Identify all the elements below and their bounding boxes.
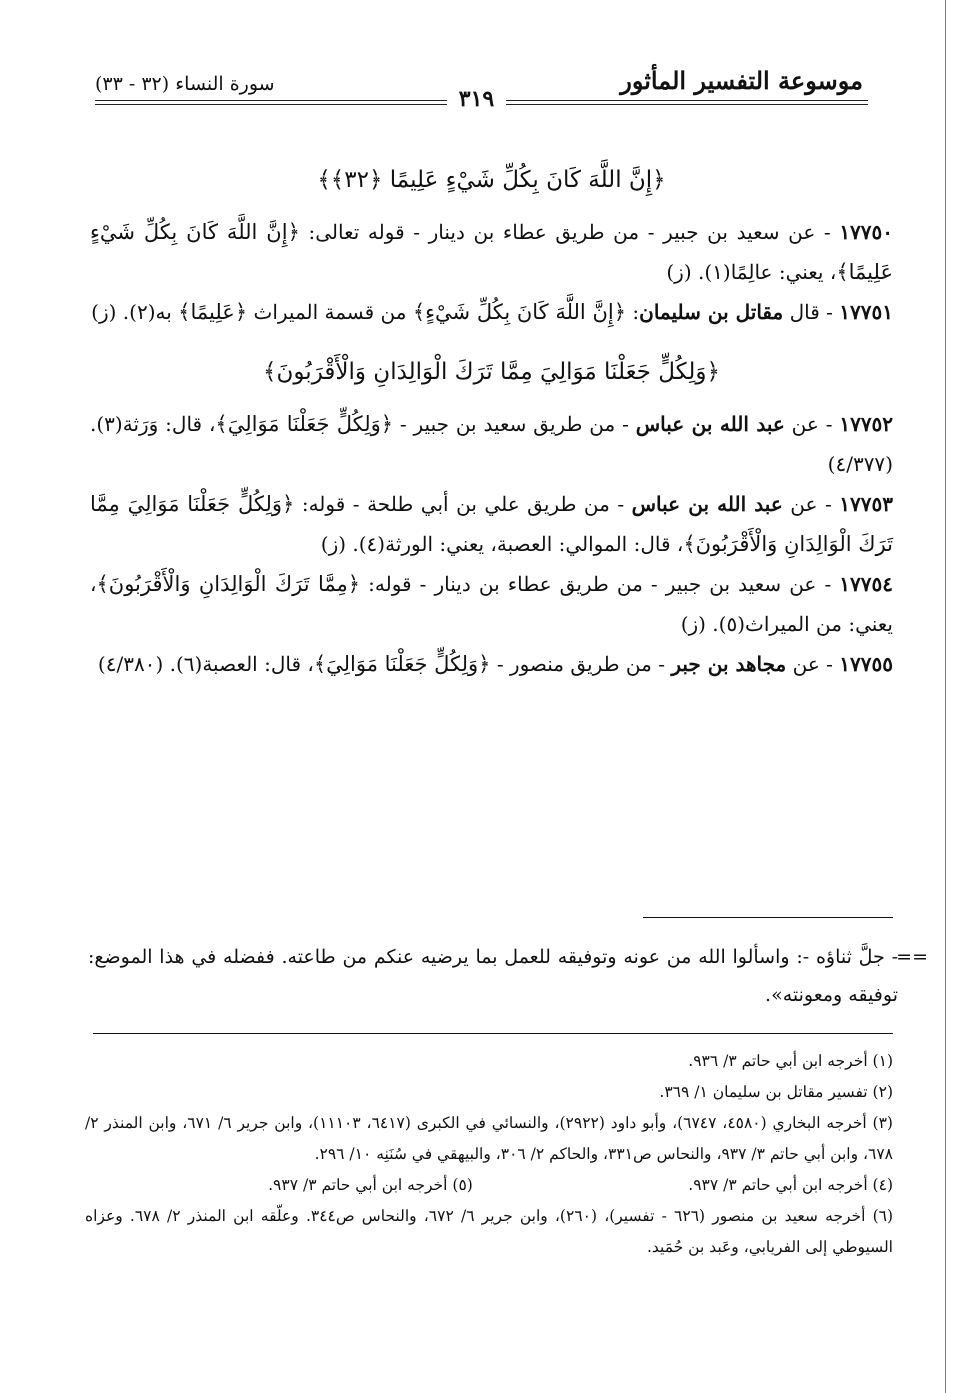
- narration-rest: ، يعني: من الميراث(٥). (ز): [90, 572, 893, 636]
- narration-rest: ، قال: العصبة(٦). (٤/٣٨٠): [97, 652, 314, 676]
- dash: -: [825, 412, 833, 436]
- footnote: (٦) أخرجه سعيد بن منصور (٦٢٦ - تفسير)، (٢٦٠)، وابن جرير ٦/ ٦٧٢، والنحاس ص٣٤٤. وعلّقه ابن المنذر ٢/ ٦٧٨. وعزاه السيوطي إلى الفريابي، وعَبد بن حُمَيد.: [85, 1207, 894, 1256]
- footnote: (٥) أخرجه ابن أبي حاتم ٣/ ٩٣٧.: [268, 1176, 473, 1194]
- continued-note: [88, 938, 928, 1014]
- narration-text: - من طريق سعيد بن جبير -: [399, 412, 629, 436]
- dash: -: [825, 492, 832, 516]
- narration-prefix: قال: [789, 300, 820, 324]
- narration-text: - من طريق منصور -: [496, 652, 665, 676]
- narration-text: عن سعيد بن جبير - من طريق عطاء بن دينار - قوله تعالى:: [308, 220, 816, 244]
- dash: -: [824, 572, 832, 596]
- page-number-wrap: [0, 86, 953, 112]
- page-number: ٣١٩: [447, 86, 506, 112]
- narrator-name: مقاتل بن سليمان: [639, 300, 784, 324]
- verse-heading: ﴿إِنَّ اللَّهَ كَانَ بِكُلِّ شَيْءٍ عَلِيمًا ﴿٣٢﴾﴾: [317, 167, 666, 193]
- footnote-row: [85, 1170, 893, 1201]
- footnote: (٢) تفسير مقاتل بن سليمان ١/ ٣٦٩.: [659, 1083, 893, 1101]
- narrator-name: عبد الله بن عباس: [631, 492, 783, 516]
- main-text: [90, 152, 893, 684]
- narration-entry: [90, 564, 893, 644]
- narration-number: ١٧٧٥٤: [839, 572, 893, 596]
- narrator-name: عبد الله بن عباس: [635, 412, 785, 436]
- an-word: عن: [792, 652, 820, 676]
- quran-quote: ﴿مِمَّا تَرَكَ الْوَالِدَانِ وَالْأَقْرَبُونَ﴾: [96, 572, 361, 596]
- quran-quote: ﴿وَلِكُلٍّ جَعَلْنَا مَوَالِيَ﴾: [215, 412, 394, 436]
- page-edge: [945, 0, 946, 1393]
- narration-number: ١٧٧٥٢: [839, 412, 894, 436]
- narration-text: - من طريق علي بن أبي طلحة - قوله:: [301, 492, 625, 516]
- quran-quote: ﴿إِنَّ اللَّهَ كَانَ بِكُلِّ شَيْءٍ﴾: [412, 300, 627, 324]
- book-title: موسوعة التفسير المأثور: [620, 66, 863, 95]
- narration-number: ١٧٧٥١: [839, 300, 893, 324]
- narration-rest: ، يعني: عالِمًا(١). (ز): [666, 260, 837, 284]
- narration-rest: ، قال: الموالي: العصبة، يعني: الورثة(٤). (ز): [320, 532, 684, 556]
- an-word: عن: [790, 492, 818, 516]
- an-word: عن: [791, 412, 819, 436]
- dash: -: [826, 300, 833, 324]
- narration-entry: [90, 484, 893, 564]
- section-divider: [643, 917, 893, 918]
- narration-number: ١٧٧٥٠: [839, 220, 894, 244]
- footnotes: [85, 1046, 893, 1263]
- narration-rest: به(٢). (ز): [91, 300, 172, 324]
- dash: -: [826, 652, 833, 676]
- quran-quote: ﴿وَلِكُلٍّ جَعَلْنَا مَوَالِيَ مِمَّا تَرَكَ الْوَالِدَانِ وَالْأَقْرَبُونَ﴾: [90, 492, 893, 556]
- narration-rest: من قسمة الميراث: [253, 300, 407, 324]
- quran-quote: ﴿وَلِكُلٍّ جَعَلْنَا مَوَالِيَ﴾: [313, 652, 491, 676]
- narration-entry: [90, 404, 893, 484]
- narration-entry: [90, 212, 893, 292]
- verse-heading: ﴿وَلِكُلٍّ جَعَلْنَا مَوَالِيَ مِمَّا تَرَكَ الْوَالِدَانِ وَالْأَقْرَبُونَ﴾: [263, 359, 720, 385]
- footnote: (١) أخرجه ابن أبي حاتم ٣/ ٩٣٦.: [688, 1052, 893, 1070]
- narration-number: ١٧٧٥٣: [839, 492, 894, 516]
- spacer: [90, 332, 893, 344]
- continued-note-text: - جلَّ ثناؤه -: واسألوا الله من عونه وتوفيقه للعمل بما يرضيه عنكم من طاعته. ففضله في هذا الموضع: توفيقه ومعونته».: [88, 946, 898, 1006]
- narrator-name: مجاهد بن جبر: [671, 652, 787, 676]
- footnote: (٣) أخرجه البخاري (٤٥٨٠، ٦٧٤٧)، وأبو داود (٢٩٢٢)، والنسائي في الكبرى (٦٤١٧، ١١١٠٣)، وابن جرير ٦/ ٦٧١، وابن المنذر ٢/ ٦٧٨، وابن أبي حاتم ٣/ ٩٣٧، والنحاس ص٣٣١، والحاكم ٢/ ٣٠٦، والبيهقي في سُنَنِه ١٠/ ٢٩٦.: [85, 1114, 893, 1163]
- narration-entry: ١٧٧٥١ - قال مقاتل بن سليمان: ﴿إِنَّ اللَّهَ كَانَ بِكُلِّ شَيْءٍ﴾ من قسمة الميراث ﴿عَلِيمًا﴾ به(٢). (ز): [91, 300, 893, 324]
- dash: -: [823, 220, 831, 244]
- narration-number: ١٧٧٥٥: [839, 652, 893, 676]
- continuation-mark: ==: [896, 946, 928, 968]
- surah-title: سورة النساء (٣٢ - ٣٣): [95, 73, 275, 95]
- quran-quote: ﴿عَلِيمًا﴾: [178, 300, 248, 324]
- narration-text: عن سعيد بن جبير - من طريق عطاء بن دينار - قوله:: [368, 572, 817, 596]
- narration-rest: ، قال: وَرَثة(٣). (٤/٣٧٧): [90, 412, 893, 476]
- narration-entry: [90, 644, 893, 684]
- footnote-divider: [93, 1033, 893, 1034]
- footnote: (٤) أخرجه ابن أبي حاتم ٣/ ٩٣٧.: [688, 1176, 893, 1194]
- quran-quote: ﴿إِنَّ اللَّهَ كَانَ بِكُلِّ شَيْءٍ عَلِيمًا﴾: [90, 220, 893, 284]
